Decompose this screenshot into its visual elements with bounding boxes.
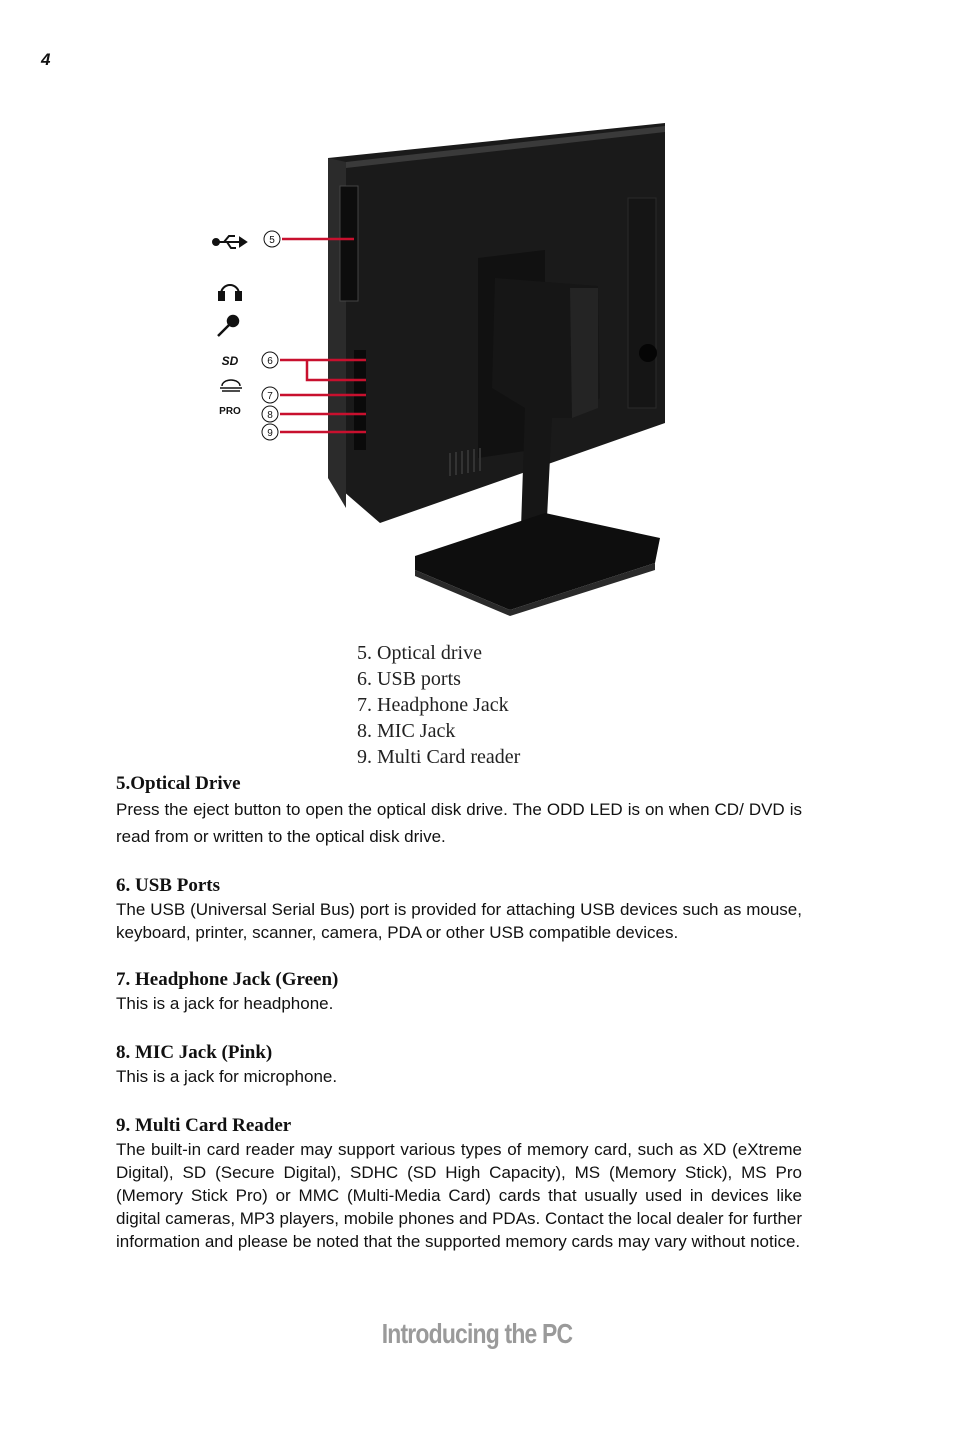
stand-base — [415, 513, 660, 610]
usb-icon — [213, 236, 246, 248]
svg-text:SD: SD — [221, 354, 239, 368]
section-optical-drive — [116, 772, 802, 850]
section-body: This is a jack for microphone. — [116, 1067, 338, 1086]
optical-drive-slot — [340, 186, 358, 301]
side-port-panel — [354, 350, 366, 450]
section-headphone-jack — [116, 968, 802, 1015]
legend-item: 7. Headphone Jack — [357, 694, 509, 716]
legend-item: 8. MIC Jack — [357, 720, 456, 742]
callout-7-label: 7 — [267, 391, 273, 402]
callout-6-label: 6 — [267, 356, 273, 367]
section-heading: 6. USB Ports — [116, 875, 220, 896]
footer-title: Introducing the PC — [381, 1318, 573, 1349]
section-heading: 5.Optical Drive — [116, 773, 241, 794]
pc-rear-side-figure — [200, 118, 680, 618]
section-mic-jack — [116, 1041, 802, 1088]
content-sections — [116, 772, 802, 1253]
legend-item: 5. Optical drive — [357, 642, 482, 664]
figure-legend — [357, 640, 520, 770]
page-number: 4 — [41, 50, 51, 69]
callout-9-label: 9 — [267, 428, 273, 439]
memory-stick-icon — [220, 380, 242, 391]
legend-item: 9. Multi Card reader — [357, 746, 521, 768]
section-body: This is a jack for headphone. — [116, 994, 334, 1013]
callout-5-label: 5 — [269, 235, 275, 246]
callout-8-label: 8 — [267, 410, 273, 421]
section-usb-ports — [116, 874, 802, 944]
section-multi-card-reader — [116, 1114, 802, 1253]
section-body: The built-in card reader may support various types of memory card, such as XD (eXtreme Digital), SD (Secure Digital), SDHC (SD High Capacity), MS (Memory Stick), MS Pro (Memory Stick Pro) or MMC (Multi-Media Card) cards that usually used in devices like digital cameras, MP3 players, mobile phones and PDAs. Contact the local dealer for further information and please be noted that the supported memory cards may vary without notice. — [116, 1140, 803, 1251]
headphone-icon — [219, 285, 241, 300]
section-heading: 8. MIC Jack (Pink) — [116, 1042, 273, 1063]
microphone-icon — [218, 316, 238, 336]
sd-card-icon — [222, 354, 239, 368]
section-heading: 7. Headphone Jack (Green) — [116, 969, 339, 990]
pc-illustration — [200, 118, 680, 618]
pro-label: PRO — [219, 406, 241, 417]
section-body: The USB (Universal Serial Bus) port is provided for attaching USB devices such as mouse, keyboard, printer, scanner, camera, PDA or other USB compatible devices. — [116, 900, 802, 942]
section-body: Press the eject button to open the optical disk drive. The ODD LED is on when CD/ DVD is read from or written to the optical disk drive. — [116, 800, 802, 846]
legend-item: 6. USB ports — [357, 668, 461, 690]
section-heading: 9. Multi Card Reader — [116, 1115, 292, 1136]
